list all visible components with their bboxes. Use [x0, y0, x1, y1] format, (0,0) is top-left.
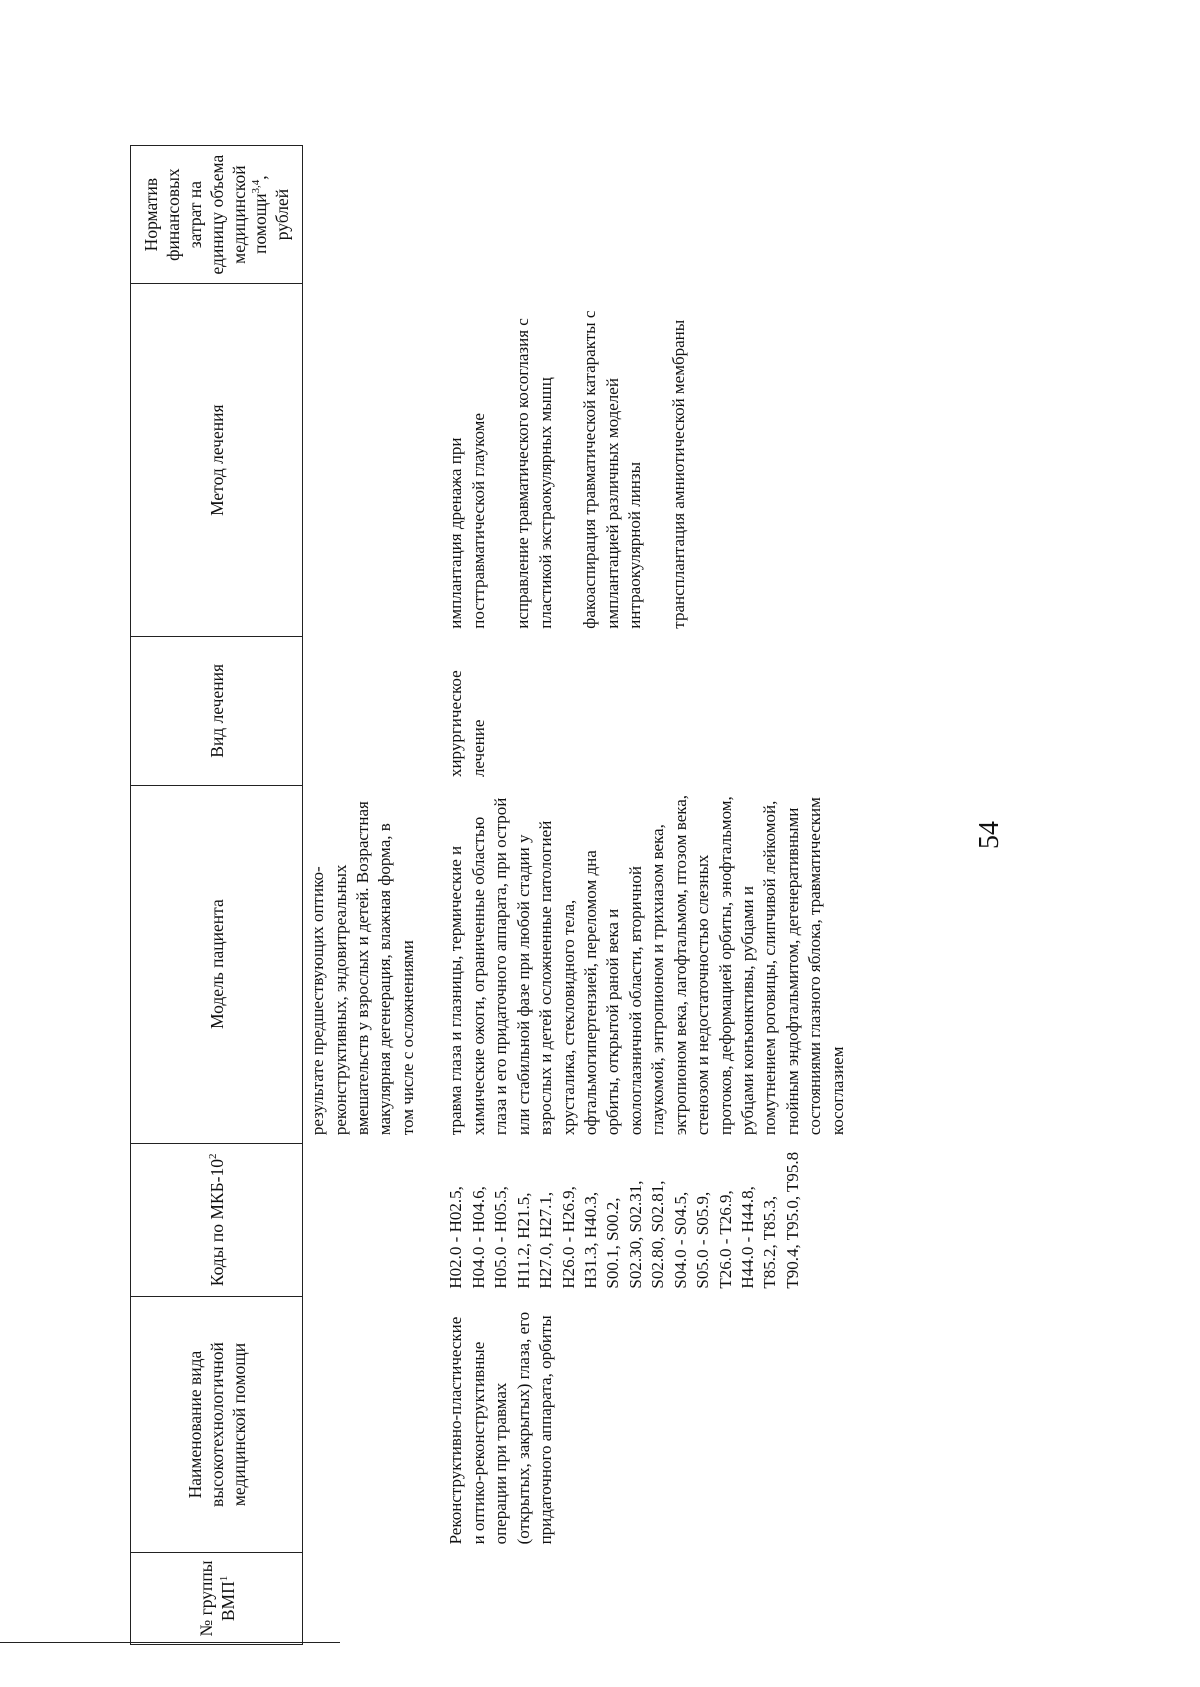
row-cost-norm — [423, 146, 853, 284]
header-icd-codes: Коды по МКБ-$10^2$ — [131, 1143, 303, 1296]
table-continuation-row — [303, 146, 424, 1645]
cont-group-number — [303, 1552, 424, 1644]
cont-cost-norm — [303, 146, 424, 284]
method-item: трансплантация амниотической мембраны — [669, 319, 689, 629]
cont-icd-codes — [303, 1143, 424, 1296]
header-cost-norm: Норматив финансовых затрат на единицу объема медицинской помощи$^{3,4}$, рублей — [131, 146, 303, 284]
method-item: имплантация дренажа при посттравматической глаукоме — [446, 413, 488, 629]
header-patient-model: Модель пациента — [131, 785, 303, 1143]
row-patient-model: травма глаза и глазницы, термические и химические ожоги, ограниченные областью глаза и его придаточного аппарата, при острой или стабильной фазе при любой стадии у взрослых и детей осложненные патологией хрусталика, стекловидного тела, офтальмогипертензией, переломом дна орбиты, открытой раной века и окологлазничной области, вторичной глаукомой, энтропионом и трихиазом века, эктропионом века, лагофтальмом, птозом века, стенозом и недостаточностью слезных протоков, деформацией орбиты, энофтальмом, рубцами конъюнктивы, рубцами и помутнением роговицы, слипчивой лейкомой, гнойным эндофтальмитом, дегенеративными состояниями глазного яблока, травматическим косоглазием — [446, 794, 847, 1136]
method-item: исправление травматического косоглазия с пластикой экстраокулярных мышц — [513, 318, 555, 629]
header-treatment-type: Вид лечения — [131, 637, 303, 785]
page-number: 54 — [974, 821, 1005, 849]
row-group-number — [423, 1552, 853, 1644]
cont-treatment-type — [303, 637, 424, 785]
row-care-name: Реконструктивно-пластические и оптико-реконструктивные операции при травмах (открытых, закрытых) глаза, его придаточного аппарата, орбиты — [446, 1311, 556, 1545]
cont-care-name — [303, 1297, 424, 1553]
bottom-divider-line — [0, 1642, 340, 1643]
medical-care-table — [130, 145, 853, 1645]
cont-patient-model: результате предшествующих оптико-реконструктивных, эндовитреальных вмешательств у взрослых и детей. Возрастная макулярная дегенерация, влажная форма, в том числе с осложнениями — [308, 801, 417, 1136]
header-treatment-method: Метод лечения — [131, 284, 303, 637]
cont-treatment-method — [303, 284, 424, 637]
header-care-name: Наименование вида высокотехнологичной медицинской помощи — [131, 1297, 303, 1553]
method-item: факоаспирация травматической катаракты с имплантацией различных моделей интраокулярной линзы — [580, 310, 644, 629]
table-row — [423, 146, 853, 1645]
header-group-number: № группы ВМП$^1$ — [131, 1552, 303, 1644]
row-treatment-type: хирургическое лечение — [446, 670, 488, 778]
rotated-landscape-page — [130, 125, 1090, 1645]
row-treatment-methods — [423, 284, 853, 637]
table-header-row — [131, 146, 303, 1645]
row-icd-codes: H02.0 - H02.5, H04.0 - H04.6, H05.0 - H05.5, H11.2, H21.5, H27.0, H27.1, H26.0 - H26.9, H31.3, H40.3, S00.1, S00.2, S02.30, S02.31, S02.80, S02.81, S04.0 - S04.5, S05.0 - S05.9, T26.0 - T26.9, H44.0 - H44.8, T85.2, T85.3, T90.4, T95.0, T95.8 — [446, 1151, 802, 1289]
